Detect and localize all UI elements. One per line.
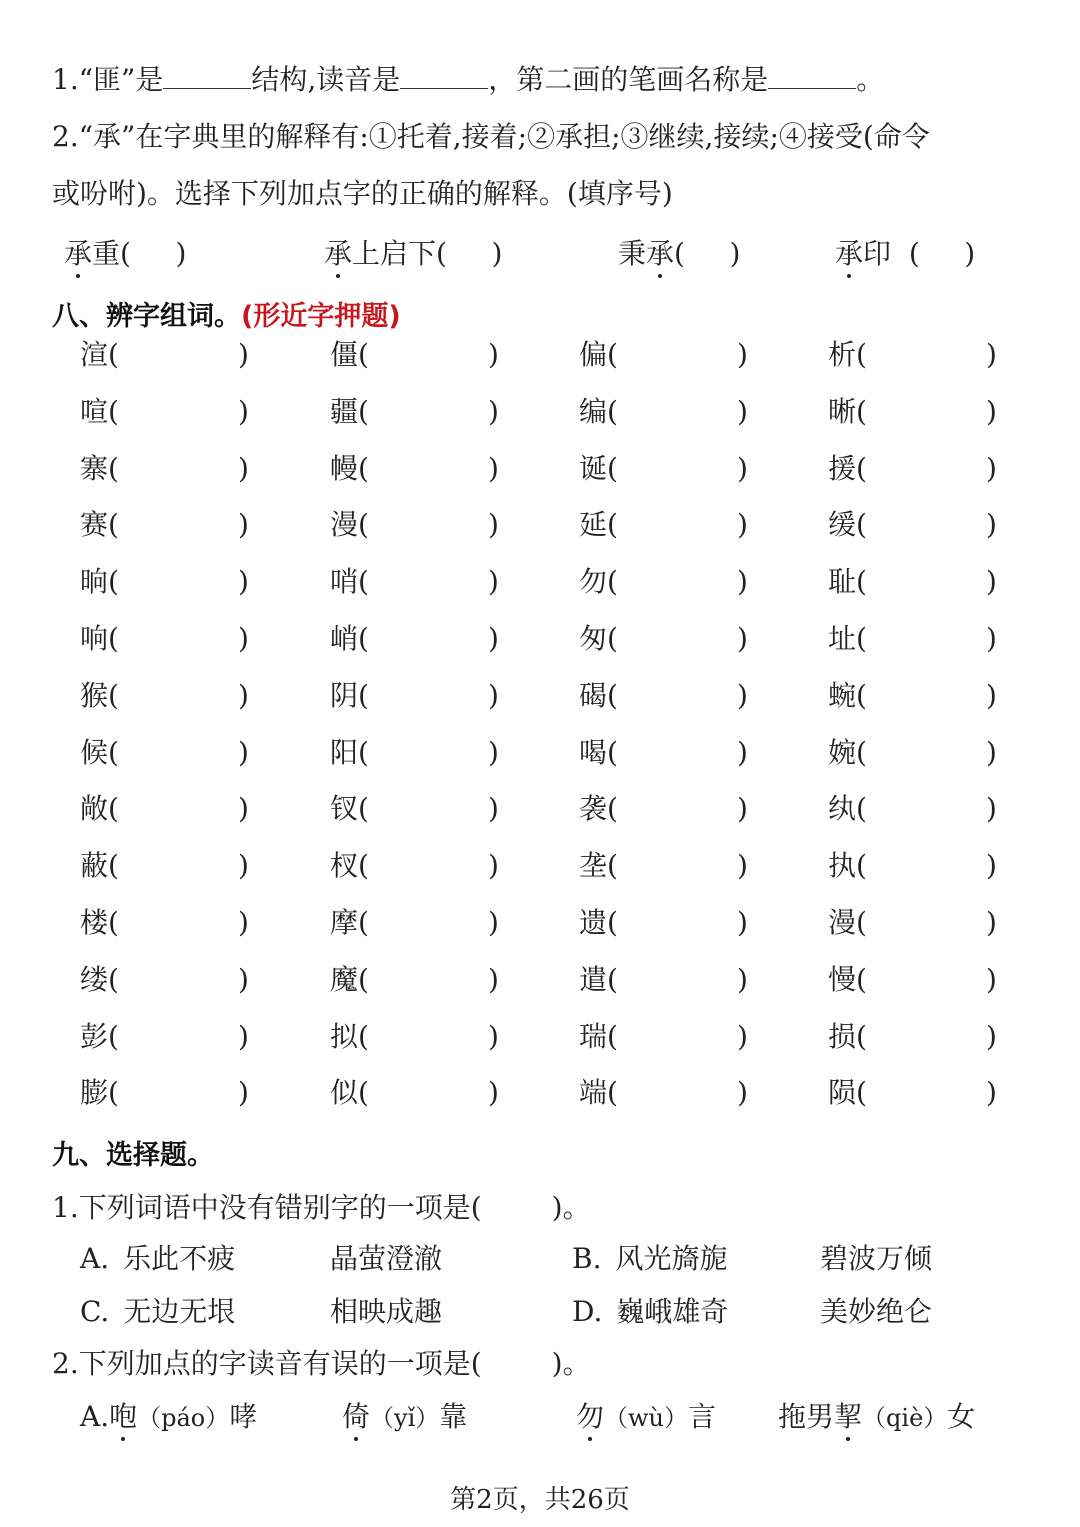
answer-paren-open[interactable]: ( bbox=[856, 451, 867, 485]
answer-paren-close: ) bbox=[986, 338, 997, 371]
q9-2-stem bbox=[52, 1346, 591, 1382]
answer-paren-close: ) bbox=[238, 622, 249, 655]
answer-paren-open[interactable]: ( bbox=[358, 451, 369, 485]
word-group-item bbox=[828, 678, 997, 714]
option-label: D. bbox=[572, 1295, 603, 1328]
answer-paren-close: ) bbox=[737, 451, 748, 485]
grid-char: 缕 bbox=[80, 962, 109, 996]
grid-char: 编 bbox=[579, 394, 608, 428]
q7-1-text-c: ，第二画的笔画名称是 bbox=[488, 63, 769, 96]
option-label: B. bbox=[572, 1242, 602, 1275]
q7-2-line1: 2.“承”在字典里的解释有:①托着,接着;②承担;③继续,接续;④接受(命令 bbox=[52, 120, 930, 153]
answer-paren-close: ) bbox=[986, 1019, 997, 1053]
section-8-note: (形近字押题) bbox=[241, 301, 401, 332]
answer-paren-close: ) bbox=[488, 622, 499, 655]
answer-paren-close: ) bbox=[986, 962, 997, 996]
word-group-item bbox=[80, 621, 249, 657]
grid-char: 延 bbox=[579, 508, 608, 542]
answer-paren-close: ) bbox=[238, 508, 249, 542]
word-group-item bbox=[80, 1019, 249, 1055]
grid-char: 耻 bbox=[828, 565, 857, 599]
answer-paren-close: ) bbox=[737, 508, 748, 542]
answer-paren-open[interactable]: ( bbox=[108, 906, 119, 939]
answer-paren-open[interactable]: ( bbox=[358, 394, 369, 428]
word-group-item bbox=[80, 791, 249, 827]
answer-paren-close: ) bbox=[737, 1076, 748, 1110]
q9-2-stem-close: )。 bbox=[551, 1347, 591, 1380]
answer-paren-open[interactable]: ( bbox=[108, 849, 119, 883]
word-group-item bbox=[80, 394, 249, 430]
answer-paren-close: ) bbox=[737, 735, 748, 769]
word-group-item bbox=[828, 564, 997, 600]
answer-paren-close: ) bbox=[737, 962, 748, 996]
grid-char: 纨 bbox=[828, 792, 857, 826]
q7-2-item-text: 上启下 bbox=[352, 237, 437, 270]
q9-1-option-b-word2: 碧波万倾 bbox=[820, 1242, 933, 1275]
q7-2-item bbox=[64, 236, 186, 272]
word-group-item bbox=[579, 1019, 748, 1055]
section-8-title: 八、辨字组词。 bbox=[52, 301, 241, 332]
word-group-item bbox=[330, 621, 499, 657]
grid-char: 碣 bbox=[579, 678, 608, 712]
word-group-item bbox=[579, 735, 748, 771]
word-group-item bbox=[579, 848, 748, 884]
answer-paren-close: ) bbox=[238, 451, 249, 485]
q7-1-line bbox=[52, 62, 884, 98]
grid-char: 偏 bbox=[579, 338, 608, 371]
grid-char: 峭 bbox=[330, 622, 359, 655]
answer-paren-open[interactable]: ( bbox=[607, 849, 618, 883]
word-group-item bbox=[579, 621, 748, 657]
q7-2-item bbox=[618, 236, 740, 272]
word-group-item bbox=[80, 564, 249, 600]
word-group-item bbox=[579, 1075, 748, 1111]
answer-paren-close: ) bbox=[238, 565, 249, 599]
answer-paren-close: ) bbox=[737, 622, 748, 655]
answer-paren-open[interactable]: ( bbox=[108, 508, 119, 542]
answer-paren-open[interactable]: ( bbox=[856, 962, 867, 996]
answer-paren-open[interactable]: ( bbox=[607, 1019, 618, 1053]
option-word: 风光旖旎 bbox=[615, 1242, 728, 1275]
word-group-item bbox=[80, 507, 249, 543]
word-group-item bbox=[330, 564, 499, 600]
answer-paren-open[interactable]: ( bbox=[358, 622, 369, 655]
q7-2-line2: 或吩咐)。选择下列加点字的正确的解释。(填序号) bbox=[52, 177, 673, 210]
answer-paren-open[interactable]: ( bbox=[856, 1076, 867, 1110]
answer-paren-close: ) bbox=[737, 678, 748, 712]
grid-char: 慢 bbox=[828, 962, 857, 996]
answer-paren-open[interactable]: ( bbox=[856, 792, 867, 826]
page-footer: 第2页，共26页 bbox=[450, 1485, 630, 1515]
grid-char: 漫 bbox=[330, 508, 359, 542]
pinyin: （wù） bbox=[604, 1404, 689, 1432]
section-9-heading: 九、选择题。 bbox=[52, 1140, 214, 1171]
answer-paren-close: ) bbox=[488, 1076, 499, 1110]
answer-paren-open[interactable]: ( bbox=[358, 962, 369, 996]
option-text: 靠 bbox=[439, 1400, 468, 1433]
section-8-heading bbox=[52, 299, 401, 335]
answer-paren-close: ) bbox=[488, 338, 499, 371]
q7-2-item-text: 印 bbox=[863, 237, 892, 270]
word-group-item bbox=[828, 962, 997, 998]
answer-paren-open[interactable]: ( bbox=[108, 622, 119, 655]
answer-paren-close: ) bbox=[986, 1076, 997, 1110]
word-group-item bbox=[828, 394, 997, 430]
answer-paren-open[interactable]: ( bbox=[856, 735, 867, 769]
answer-paren-close: ) bbox=[986, 508, 997, 542]
grid-char: 晌 bbox=[80, 565, 109, 599]
grid-char: 猴 bbox=[80, 678, 109, 712]
grid-char: 垄 bbox=[579, 849, 608, 883]
word-group-item bbox=[828, 848, 997, 884]
option-text: 女 bbox=[947, 1400, 976, 1433]
word-group-item bbox=[330, 735, 499, 771]
answer-paren-open[interactable]: ( bbox=[856, 906, 867, 939]
grid-char: 楼 bbox=[80, 906, 109, 939]
grid-char: 袭 bbox=[579, 792, 608, 826]
grid-char: 拟 bbox=[330, 1019, 359, 1053]
answer-paren-close: ) bbox=[238, 962, 249, 996]
pinyin: （qiè） bbox=[862, 1404, 948, 1432]
answer-paren-open[interactable]: ( bbox=[607, 508, 618, 542]
grid-char: 赛 bbox=[80, 508, 109, 542]
option-word: 乐此不疲 bbox=[123, 1242, 236, 1275]
grid-char: 遣 bbox=[579, 962, 608, 996]
option-text: 哮 bbox=[229, 1400, 258, 1433]
answer-paren-close: ) bbox=[737, 849, 748, 883]
word-group-item bbox=[80, 451, 249, 487]
answer-paren-close: ) bbox=[488, 394, 499, 428]
word-group-item bbox=[330, 1019, 499, 1055]
answer-paren-close: ) bbox=[986, 565, 997, 599]
grid-char: 蜿 bbox=[828, 678, 857, 712]
q7-1-char: “匪” bbox=[78, 63, 136, 96]
answer-paren-open[interactable]: ( bbox=[108, 338, 119, 371]
option-label: A. bbox=[80, 1242, 110, 1275]
answer-paren-close: ) bbox=[488, 849, 499, 883]
word-group-item bbox=[330, 1075, 499, 1111]
q7-2-answer-paren[interactable]: ( ) bbox=[120, 237, 187, 270]
answer-paren-close: ) bbox=[238, 735, 249, 769]
grid-char: 蔽 bbox=[80, 849, 109, 883]
grid-char: 摩 bbox=[330, 906, 359, 939]
grid-char: 勿 bbox=[579, 565, 608, 599]
q7-2-answer-paren[interactable]: ( ) bbox=[891, 237, 976, 270]
q7-1-number: 1. bbox=[52, 63, 79, 96]
word-group-item bbox=[579, 962, 748, 998]
answer-paren-open[interactable]: ( bbox=[358, 792, 369, 826]
word-group-item bbox=[579, 905, 748, 941]
word-group-item bbox=[80, 962, 249, 998]
word-group-item bbox=[80, 735, 249, 771]
answer-paren-open[interactable]: ( bbox=[358, 735, 369, 769]
dotted-char: 挈 bbox=[834, 1400, 863, 1433]
grid-char: 喝 bbox=[579, 735, 608, 769]
grid-char: 喧 bbox=[80, 394, 109, 428]
answer-paren-open[interactable]: ( bbox=[607, 451, 618, 485]
dotted-char: 咆 bbox=[109, 1400, 138, 1433]
answer-paren-close: ) bbox=[986, 735, 997, 769]
option-text: 拖男 bbox=[778, 1400, 835, 1433]
grid-char: 匆 bbox=[579, 622, 608, 655]
answer-paren-close: ) bbox=[238, 394, 249, 428]
answer-paren-open[interactable]: ( bbox=[856, 338, 867, 371]
word-group-item bbox=[330, 848, 499, 884]
q9-2-option[interactable] bbox=[342, 1399, 467, 1436]
option-text: 言 bbox=[688, 1400, 717, 1433]
word-group-item bbox=[828, 451, 997, 487]
answer-paren-open[interactable]: ( bbox=[856, 394, 867, 428]
answer-paren-open[interactable]: ( bbox=[607, 678, 618, 712]
answer-paren-open[interactable]: ( bbox=[607, 962, 618, 996]
answer-paren-open[interactable]: ( bbox=[358, 508, 369, 542]
answer-paren-close: ) bbox=[737, 565, 748, 599]
q9-1-stem-text: 1.下列词语中没有错别字的一项是( bbox=[52, 1191, 482, 1224]
q7-2-item-dotted-char: 承 bbox=[835, 237, 864, 270]
q9-1-option-a-word2: 晶萤澄澈 bbox=[330, 1242, 443, 1275]
word-group-item bbox=[828, 507, 997, 543]
grid-char: 杈 bbox=[330, 849, 359, 883]
word-group-item bbox=[80, 337, 249, 373]
grid-char: 幔 bbox=[330, 451, 359, 485]
answer-paren-close: ) bbox=[488, 678, 499, 712]
grid-char: 缓 bbox=[828, 508, 857, 542]
answer-paren-close: ) bbox=[986, 849, 997, 883]
q7-2-answer-paren[interactable]: ( ) bbox=[436, 237, 503, 270]
word-group-item bbox=[330, 678, 499, 714]
q7-2-answer-paren[interactable]: ( ) bbox=[674, 237, 741, 270]
q9-1-option-b[interactable] bbox=[572, 1241, 728, 1277]
word-group-item bbox=[330, 905, 499, 941]
q7-1-blank-structure[interactable] bbox=[163, 62, 251, 89]
word-group-item bbox=[579, 791, 748, 827]
answer-paren-open[interactable]: ( bbox=[856, 565, 867, 599]
grid-char: 膨 bbox=[80, 1076, 109, 1110]
grid-char: 魔 bbox=[330, 962, 359, 996]
answer-paren-close: ) bbox=[488, 1019, 499, 1053]
answer-paren-open[interactable]: ( bbox=[108, 962, 119, 996]
q9-1-option-c[interactable] bbox=[80, 1294, 235, 1330]
answer-paren-open[interactable]: ( bbox=[108, 792, 119, 826]
answer-paren-close: ) bbox=[737, 792, 748, 826]
q7-1-blank-pronunciation[interactable] bbox=[400, 62, 488, 89]
grid-char: 析 bbox=[828, 338, 857, 371]
answer-paren-open[interactable]: ( bbox=[108, 735, 119, 769]
q9-1-stem-close: )。 bbox=[551, 1191, 591, 1224]
answer-paren-open[interactable]: ( bbox=[358, 678, 369, 712]
grid-char: 似 bbox=[330, 1076, 359, 1110]
word-group-item bbox=[828, 791, 997, 827]
answer-paren-close: ) bbox=[986, 792, 997, 826]
grid-char: 婉 bbox=[828, 735, 857, 769]
answer-paren-close: ) bbox=[986, 394, 997, 428]
grid-char: 阳 bbox=[330, 735, 359, 769]
q7-2-item bbox=[324, 236, 502, 272]
grid-char: 援 bbox=[828, 451, 857, 485]
word-group-item bbox=[80, 848, 249, 884]
answer-paren-close: ) bbox=[488, 451, 499, 485]
q7-1-blank-stroke[interactable] bbox=[768, 62, 856, 89]
answer-paren-close: ) bbox=[737, 1019, 748, 1053]
q7-2-item-dotted-char: 承 bbox=[646, 237, 675, 270]
q7-1-text-b: 结构,读音是 bbox=[251, 63, 401, 96]
pinyin: （páo） bbox=[137, 1404, 230, 1432]
answer-paren-close: ) bbox=[737, 338, 748, 371]
grid-char: 漫 bbox=[828, 906, 857, 939]
answer-paren-open[interactable]: ( bbox=[358, 849, 369, 883]
answer-paren-open[interactable]: ( bbox=[358, 906, 369, 939]
answer-paren-close: ) bbox=[737, 394, 748, 428]
word-group-item bbox=[828, 905, 997, 941]
q7-1-text-a: 是 bbox=[135, 63, 164, 96]
grid-char: 瑞 bbox=[579, 1019, 608, 1053]
answer-paren-close: ) bbox=[488, 735, 499, 769]
word-group-item bbox=[330, 507, 499, 543]
answer-paren-close: ) bbox=[986, 678, 997, 712]
answer-paren-close: ) bbox=[238, 678, 249, 712]
grid-char: 址 bbox=[828, 622, 857, 655]
answer-paren-open[interactable]: ( bbox=[856, 1019, 867, 1053]
dotted-char: 倚 bbox=[342, 1400, 371, 1433]
option-text: A. bbox=[80, 1400, 110, 1433]
answer-paren-open[interactable]: ( bbox=[108, 1076, 119, 1110]
word-group-item bbox=[80, 1075, 249, 1111]
answer-paren-open[interactable]: ( bbox=[856, 849, 867, 883]
answer-paren-close: ) bbox=[488, 508, 499, 542]
q9-2-option[interactable] bbox=[576, 1399, 716, 1436]
answer-paren-close: ) bbox=[488, 962, 499, 996]
q7-2-item-dotted-char: 承 bbox=[64, 237, 93, 270]
word-group-item bbox=[330, 791, 499, 827]
answer-paren-close: ) bbox=[238, 338, 249, 371]
answer-paren-open[interactable]: ( bbox=[358, 338, 369, 371]
option-word: 巍峨雄奇 bbox=[616, 1295, 729, 1328]
grid-char: 阴 bbox=[330, 678, 359, 712]
grid-char: 敞 bbox=[80, 792, 109, 826]
answer-paren-close: ) bbox=[488, 565, 499, 599]
answer-paren-open[interactable]: ( bbox=[607, 565, 618, 599]
q7-2-item-text: 重 bbox=[92, 237, 121, 270]
answer-paren-open[interactable]: ( bbox=[607, 1076, 618, 1110]
answer-paren-close: ) bbox=[986, 451, 997, 485]
word-group-item bbox=[828, 621, 997, 657]
answer-paren-open[interactable]: ( bbox=[607, 906, 618, 939]
answer-paren-open[interactable]: ( bbox=[108, 394, 119, 428]
q9-1-option-c-word2: 相映成趣 bbox=[330, 1295, 443, 1328]
word-group-item bbox=[828, 1075, 997, 1111]
answer-paren-close: ) bbox=[238, 906, 249, 939]
answer-paren-open[interactable]: ( bbox=[108, 678, 119, 712]
answer-paren-open[interactable]: ( bbox=[856, 678, 867, 712]
word-group-item bbox=[80, 678, 249, 714]
pinyin: （yǐ） bbox=[370, 1404, 440, 1432]
word-group-item bbox=[579, 678, 748, 714]
grid-char: 晰 bbox=[828, 394, 857, 428]
answer-paren-open[interactable]: ( bbox=[358, 565, 369, 599]
word-group-item bbox=[330, 962, 499, 998]
word-group-item bbox=[330, 337, 499, 373]
grid-char: 僵 bbox=[330, 338, 359, 371]
word-group-item bbox=[828, 337, 997, 373]
answer-paren-open[interactable]: ( bbox=[358, 1019, 369, 1053]
q7-2-item-dotted-char: 承 bbox=[324, 237, 353, 270]
answer-paren-open[interactable]: ( bbox=[607, 622, 618, 655]
q9-1-option-d-word2: 美妙绝仑 bbox=[820, 1295, 933, 1328]
answer-paren-close: ) bbox=[238, 792, 249, 826]
answer-paren-open[interactable]: ( bbox=[607, 792, 618, 826]
answer-paren-open[interactable]: ( bbox=[358, 1076, 369, 1110]
grid-char: 响 bbox=[80, 622, 109, 655]
q9-2-stem-text: 2.下列加点的字读音有误的一项是( bbox=[52, 1347, 482, 1380]
q9-2-option[interactable] bbox=[778, 1399, 975, 1436]
answer-paren-close: ) bbox=[238, 1019, 249, 1053]
q9-2-option[interactable] bbox=[80, 1399, 257, 1436]
grid-char: 寨 bbox=[80, 451, 109, 485]
grid-char: 疆 bbox=[330, 394, 359, 428]
answer-paren-close: ) bbox=[986, 622, 997, 655]
word-group-item bbox=[579, 507, 748, 543]
q9-1-option-a[interactable] bbox=[80, 1241, 235, 1277]
answer-paren-open[interactable]: ( bbox=[607, 394, 618, 428]
grid-char: 哨 bbox=[330, 565, 359, 599]
grid-char: 钗 bbox=[330, 792, 359, 826]
answer-paren-open[interactable]: ( bbox=[856, 508, 867, 542]
option-label: C. bbox=[80, 1295, 110, 1328]
q9-1-option-d[interactable] bbox=[572, 1294, 728, 1330]
answer-paren-close: ) bbox=[488, 906, 499, 939]
answer-paren-close: ) bbox=[238, 1076, 249, 1110]
answer-paren-close: ) bbox=[737, 906, 748, 939]
q7-2-item-text: 秉 bbox=[618, 237, 647, 270]
grid-char: 陨 bbox=[828, 1076, 857, 1110]
option-word: 无边无垠 bbox=[123, 1295, 236, 1328]
answer-paren-close: ) bbox=[238, 849, 249, 883]
grid-char: 渲 bbox=[80, 338, 109, 371]
answer-paren-open[interactable]: ( bbox=[108, 451, 119, 485]
word-group-item bbox=[579, 337, 748, 373]
answer-paren-open[interactable]: ( bbox=[108, 1019, 119, 1053]
answer-paren-open[interactable]: ( bbox=[607, 338, 618, 371]
grid-char: 端 bbox=[579, 1076, 608, 1110]
grid-char: 诞 bbox=[579, 451, 608, 485]
grid-char: 遗 bbox=[579, 906, 608, 939]
answer-paren-close: ) bbox=[488, 792, 499, 826]
word-group-item bbox=[330, 451, 499, 487]
q7-1-text-d: 。 bbox=[856, 63, 885, 96]
q9-1-stem bbox=[52, 1190, 591, 1226]
grid-char: 候 bbox=[80, 735, 109, 769]
answer-paren-close: ) bbox=[986, 906, 997, 939]
word-group-item bbox=[579, 394, 748, 430]
answer-paren-open[interactable]: ( bbox=[856, 622, 867, 655]
word-group-item bbox=[579, 451, 748, 487]
word-group-item bbox=[828, 735, 997, 771]
word-group-item bbox=[828, 1019, 997, 1055]
grid-char: 彭 bbox=[80, 1019, 109, 1053]
answer-paren-open[interactable]: ( bbox=[607, 735, 618, 769]
q7-2-item bbox=[835, 236, 975, 272]
grid-char: 执 bbox=[828, 849, 857, 883]
grid-char: 损 bbox=[828, 1019, 857, 1053]
word-group-item bbox=[330, 394, 499, 430]
answer-paren-open[interactable]: ( bbox=[108, 565, 119, 599]
word-group-item bbox=[80, 905, 249, 941]
word-group-item bbox=[579, 564, 748, 600]
dotted-char: 勿 bbox=[576, 1400, 605, 1433]
